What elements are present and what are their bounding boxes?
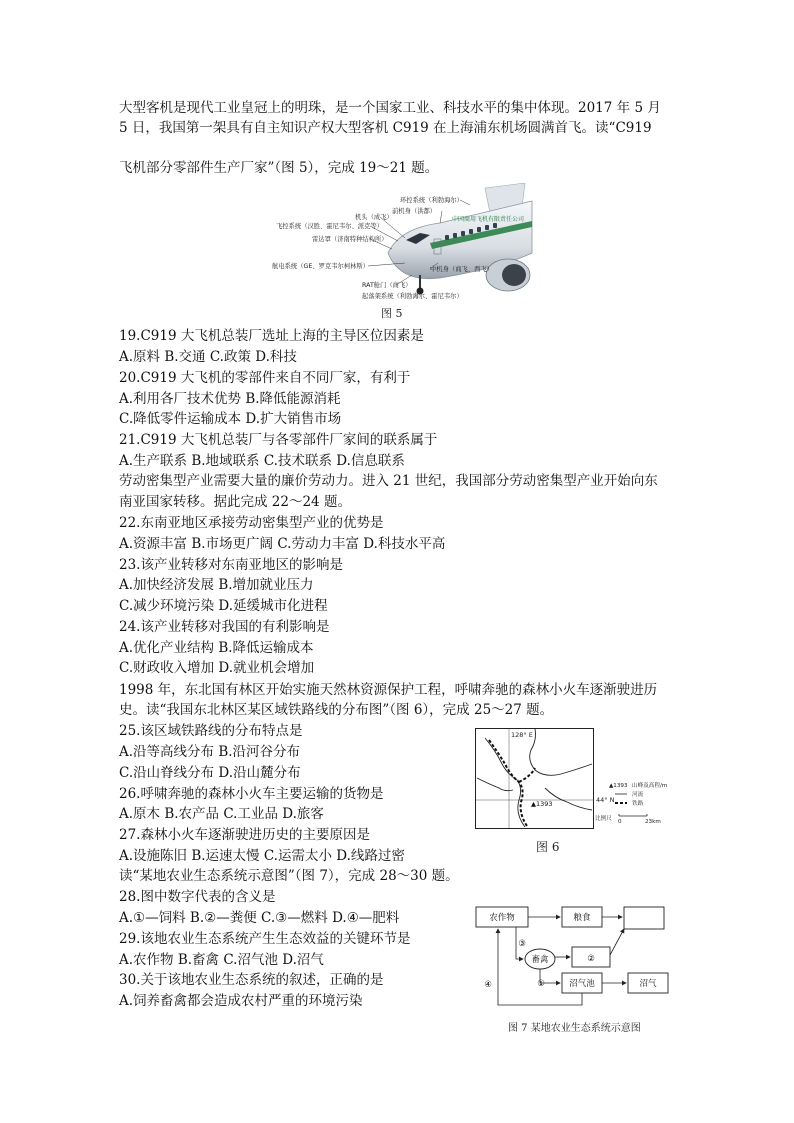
figure-5-airplane <box>270 183 540 300</box>
q19-stem: 19.C919 大飞机总装厂选址上海的主导区位因素是 <box>119 328 424 344</box>
q28-options: A.①—饲料 B.②—粪便 C.③—燃料 D.④—肥料 <box>119 910 400 926</box>
q25-options-1: A.沿等高线分布 B.沿河谷分布 <box>119 744 301 760</box>
q20-options-1: A.利用各厂技术优势 B.降低能源消耗 <box>119 391 341 407</box>
legend-peak-symbol: ▲1393 <box>609 783 628 789</box>
intro-3-line-2: 史。读“我国东北林区某区域铁路线的分布图”（图 6），完成 25～27 题。 <box>119 702 554 718</box>
agri-ecosystem-diagram <box>468 905 673 1015</box>
label-2: ② <box>587 954 595 964</box>
legend-scale-zero: 0 <box>618 819 622 825</box>
q24-options-1: A.优化产业结构 B.降低运输成本 <box>119 640 314 656</box>
figure-6-map <box>475 728 673 830</box>
q19-options: A.原料 B.交通 C.政策 D.科技 <box>119 349 297 365</box>
q28-stem: 28.图中数字代表的含义是 <box>119 889 276 905</box>
q21-stem: 21.C919 大飞机总装厂与各零部件厂家间的联系属于 <box>119 432 438 448</box>
q25-options-2: C.沿山脊线分布 D.沿山麓分布 <box>119 765 301 781</box>
q23-stem: 23.该产业转移对东南亚地区的影响是 <box>119 557 343 573</box>
q22-stem: 22.东南亚地区承接劳动密集型产业的优势是 <box>119 515 384 531</box>
figure-5-caption: 图 5 <box>381 307 403 320</box>
intro-1-line-1: 大型客机是现代工业皇冠上的明珠，是一个国家工业、科技水平的集中体现。2017 年 5 月 <box>119 100 661 116</box>
label-avionics: 航电系统（GE、罗克韦尔柯林斯） <box>272 263 370 270</box>
intro-2-line-1: 劳动密集型产业需要大量的廉价劳动力。进入 21 世纪，我国部分劳动密集型产业开始向东 <box>119 473 658 489</box>
q29-options: A.农作物 B.畜禽 C.沼气池 D.沼气 <box>119 952 324 968</box>
peak-marker: ▲1393 <box>531 800 553 808</box>
q29-stem: 29.该地农业生态系统产生生态效益的关键环节是 <box>119 931 411 947</box>
label-1: ① <box>537 979 545 989</box>
label-4: ④ <box>484 980 492 990</box>
q20-stem: 20.C919 大飞机的零部件来自不同厂家，有利于 <box>119 370 411 386</box>
longitude-label: 128° E <box>511 731 533 739</box>
q27-stem: 27.森林小火车逐渐驶进历史的主要原因是 <box>119 827 370 843</box>
q20-options-2: C.降低零件运输成本 D.扩大销售市场 <box>119 411 342 427</box>
figure-7-diagram <box>468 905 673 1015</box>
engine-intake <box>502 264 526 286</box>
legend-scale-label: 比例尺 <box>595 816 612 822</box>
label-front-fuselage: 前机身（洪都） <box>392 208 437 215</box>
q24-stem: 24.该产业转移对我国的有利影响是 <box>119 619 330 635</box>
label-landing-gear: 起落架系统（利勃海尔、霍尼韦尔） <box>362 293 463 300</box>
q30-options-1: A.饲养畜禽都会造成农村严重的环境污染 <box>119 993 363 1009</box>
label-radome: 雷达罩（济南特种结构所） <box>312 236 388 243</box>
box-empty <box>624 907 664 929</box>
legend-river-label: 河流 <box>632 792 644 798</box>
intro-2-line-2: 南亚国家转移。据此完成 22～24 题。 <box>119 494 351 510</box>
latitude-label: 44° N <box>596 796 615 804</box>
map-frame <box>476 729 594 829</box>
q26-stem: 26.呼啸奔驰的森林小火车主要运输的货物是 <box>119 786 384 802</box>
label-nose: 机头（成飞） <box>355 214 393 221</box>
q24-options-2: C.财政收入增加 D.就业机会增加 <box>119 660 315 676</box>
q27-options: A.设施陈旧 B.运速太慢 C.运需太小 D.线路过密 <box>119 848 405 864</box>
label-crop: 农作物 <box>489 913 515 923</box>
legend-rail-label: 铁路 <box>632 801 644 807</box>
airplane-illustration <box>270 183 540 300</box>
label-biogas-pool: 沼气池 <box>569 979 595 989</box>
intro-3-line-1: 1998 年，东北国有林区开始实施天然林资源保护工程，呼啸奔驰的森林小火车逐渐驶进历 <box>119 682 658 698</box>
figure-7-caption: 图 7 某地农业生态系统示意图 <box>508 1023 641 1034</box>
figure-6-caption: 图 6 <box>536 840 560 854</box>
intro-1-line-2: 5 日，我国第一架具有自主知识产权大型客机 C919 在上海浦东机场圆满首飞。读“C919 <box>119 120 652 136</box>
q30-stem: 30.关于该地农业生态系统的叙述，正确的是 <box>119 972 384 988</box>
label-rat-door: RAT舱门（商飞） <box>362 282 412 289</box>
label-environment-control: 环控系统（利勃海尔） <box>400 197 463 204</box>
label-3: ③ <box>518 939 526 949</box>
legend-peak-label: 山峰及高程/m <box>632 783 668 789</box>
label-flight-control: 飞控系统（汉胜、霍尼韦尔、派克等） <box>276 223 384 230</box>
label-grain: 粮食 <box>573 913 591 923</box>
intro-4: 读“某地农业生态系统示意图”（图 7），完成 28～30 题。 <box>119 868 459 884</box>
railway-map <box>475 728 673 830</box>
airline-logo: 中国商用飞机有限责任公司 <box>452 216 525 223</box>
q23-options-2: C.减少环境污染 D.延缓城市化进程 <box>119 598 328 614</box>
q22-options: A.资源丰富 B.市场更广阔 C.劳动力丰富 D.科技水平高 <box>119 536 446 552</box>
label-livestock: 畜禽 <box>531 955 549 965</box>
legend-scale-km: 23km <box>645 819 661 825</box>
q21-options: A.生产联系 B.地域联系 C.技术联系 D.信息联系 <box>119 453 405 469</box>
q23-options-1: A.加快经济发展 B.增加就业压力 <box>119 577 314 593</box>
intro-1-line-3: 飞机部分零部件生产厂家”（图 5），完成 19～21 题。 <box>119 160 439 176</box>
q26-options: A.原木 B.农产品 C.工业品 D.旅客 <box>119 806 324 822</box>
q25-stem: 25.该区域铁路线的分布特点是 <box>119 723 303 739</box>
label-mid-fuselage: 中机身（商飞、西飞） <box>430 266 493 273</box>
label-biogas: 沼气 <box>639 979 657 989</box>
